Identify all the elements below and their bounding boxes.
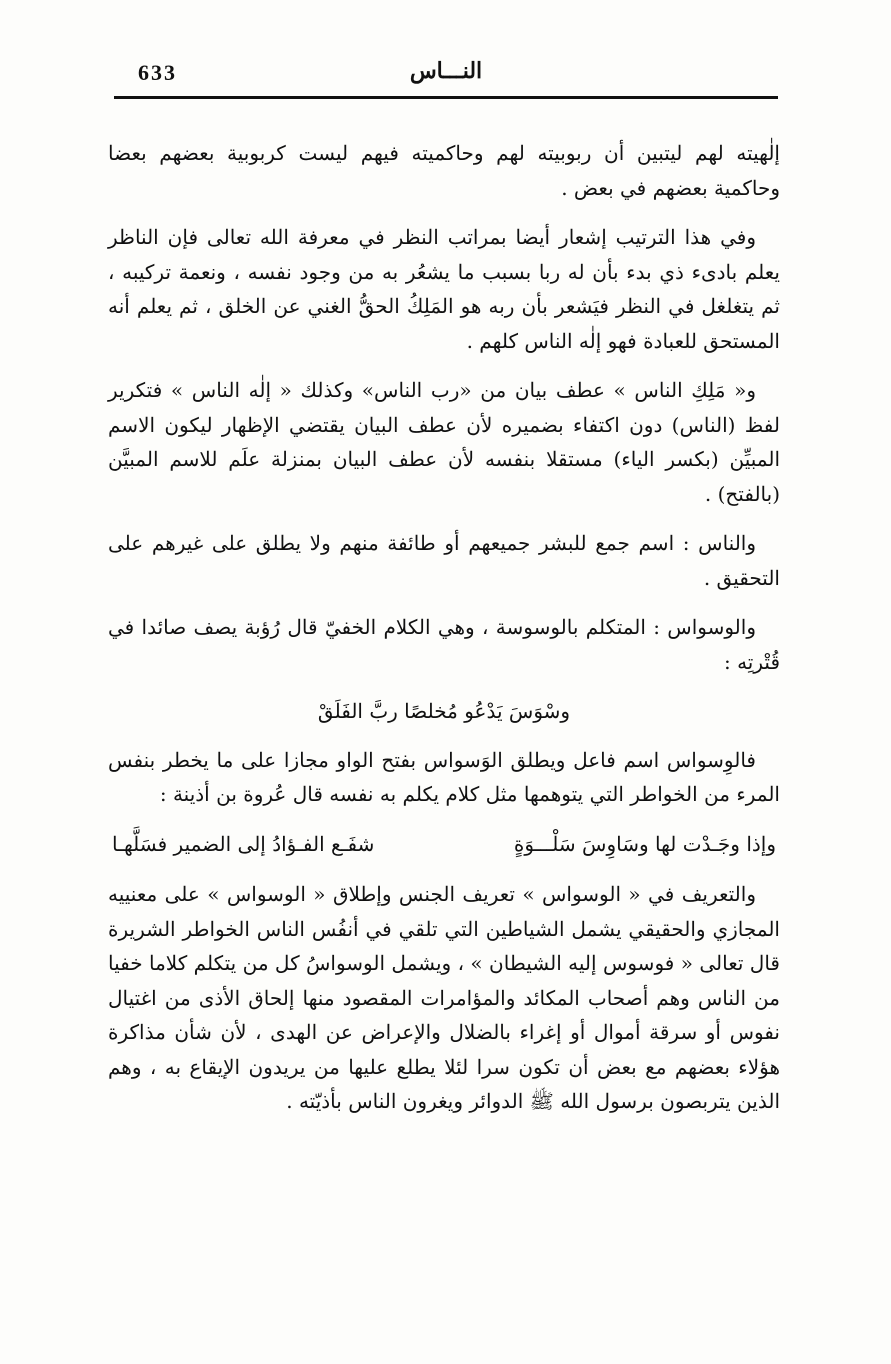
paragraph-7: والتعريف في « الوسواس » تعريف الجنس وإطلاق « الوسواس » على معنييه المجازي والحقيقي يشمل الشياطين التي تلقي في أنفُس الناس الخواطر الشريرة قال تعالى « فوسوس إليه الشيطان » ، ويشمل الوسواسُ كل من يتكلم كلاما خفيا من الناس وهم أصحاب المكائد والمؤامرات المقصود منها إلحاق الأذى من اغتيال نفوس أو سرقة أموال أو إغراء بالضلال والإعراض عن الهدى ، لأن شأن مذاكرة هؤلاء بعضهم مع بعض أن تكون سرا لئلا يطلع عليها من يريدون الإيقاع به ، وهم الذين يتربصون برسول الله ﷺ الدوائر ويغرون الناس بأذيّته . <box>108 882 780 1113</box>
running-head: النـــاس <box>409 58 483 84</box>
page-header <box>114 58 778 92</box>
verse-ruba: وسْوَسَ يَدْعُو مُخلصًا ربَّ الفَلَقْ <box>317 699 571 723</box>
paragraph-3: و« مَلِكِ الناس » عطف بيان من «رب الناس» وكذلك « إلٰه الناس » فتكرير لفظ (الناس) دون اكتفاء بضميره لأن عطف البيان يقتضي الإظهار ليكون الاسم المبيِّن (بكسر الياء) مستقلا بنفسه لأن عطف البيان بمنزلة علَم للاسم المبيَّن (بالفتح) . <box>108 378 780 506</box>
verse-urwa <box>108 827 780 862</box>
paragraph-6: فالوِسواس اسم فاعل ويطلق الوَسواس بفتح الواو مجازا على ما يخطر بنفس المرء من الخواطر التي يتوهمها مثل كلام يكلم به نفسه قال عُروة بن أذينة : <box>108 747 780 806</box>
page-body <box>108 136 780 1134</box>
paragraph-4: والناس : اسم جمع للبشر جميعهم أو طائفة منهم ولا يطلق على غيرهم على التحقيق . <box>108 531 780 590</box>
paragraph-5: والوسواس : المتكلم بالوسوسة ، وهي الكلام الخفيّ قال رُؤبة يصف صائدا في قُتْرتِه : <box>108 615 780 674</box>
page-number: 633 <box>138 60 177 85</box>
verse-urwa-first-hemistich: وإذا وجَـدْت لها وسَاوِسَ سَلْـــوَةٍ <box>513 831 776 856</box>
paragraph-1: إلٰهيته لهم ليتبين أن ربوبيته لهم وحاكميته فيهم ليست كربوبية بعضهم بعضا وحاكمية بعضهم في بعض . <box>108 141 780 200</box>
paragraph-2: وفي هذا الترتيب إشعار أيضا بمراتب النظر في معرفة الله تعالى فإن الناظر يعلم بادىء ذي بدء بأن له ربا بسبب ما يشعُر به من وجود نفسه ، ونعمة تركيبه ، ثم يتغلغل في النظر فيَشعر بأن ربه هو المَلِكُ الحقُّ الغني عن الخلق ، ثم يعلم أنه المستحق للعبادة فهو إلٰه الناس كلهم . <box>108 225 780 353</box>
verse-urwa-second-hemistich: شفَـع الفـؤادُ إلى الضمير فسَلَّهـا <box>112 831 375 856</box>
header-rule <box>114 96 778 99</box>
